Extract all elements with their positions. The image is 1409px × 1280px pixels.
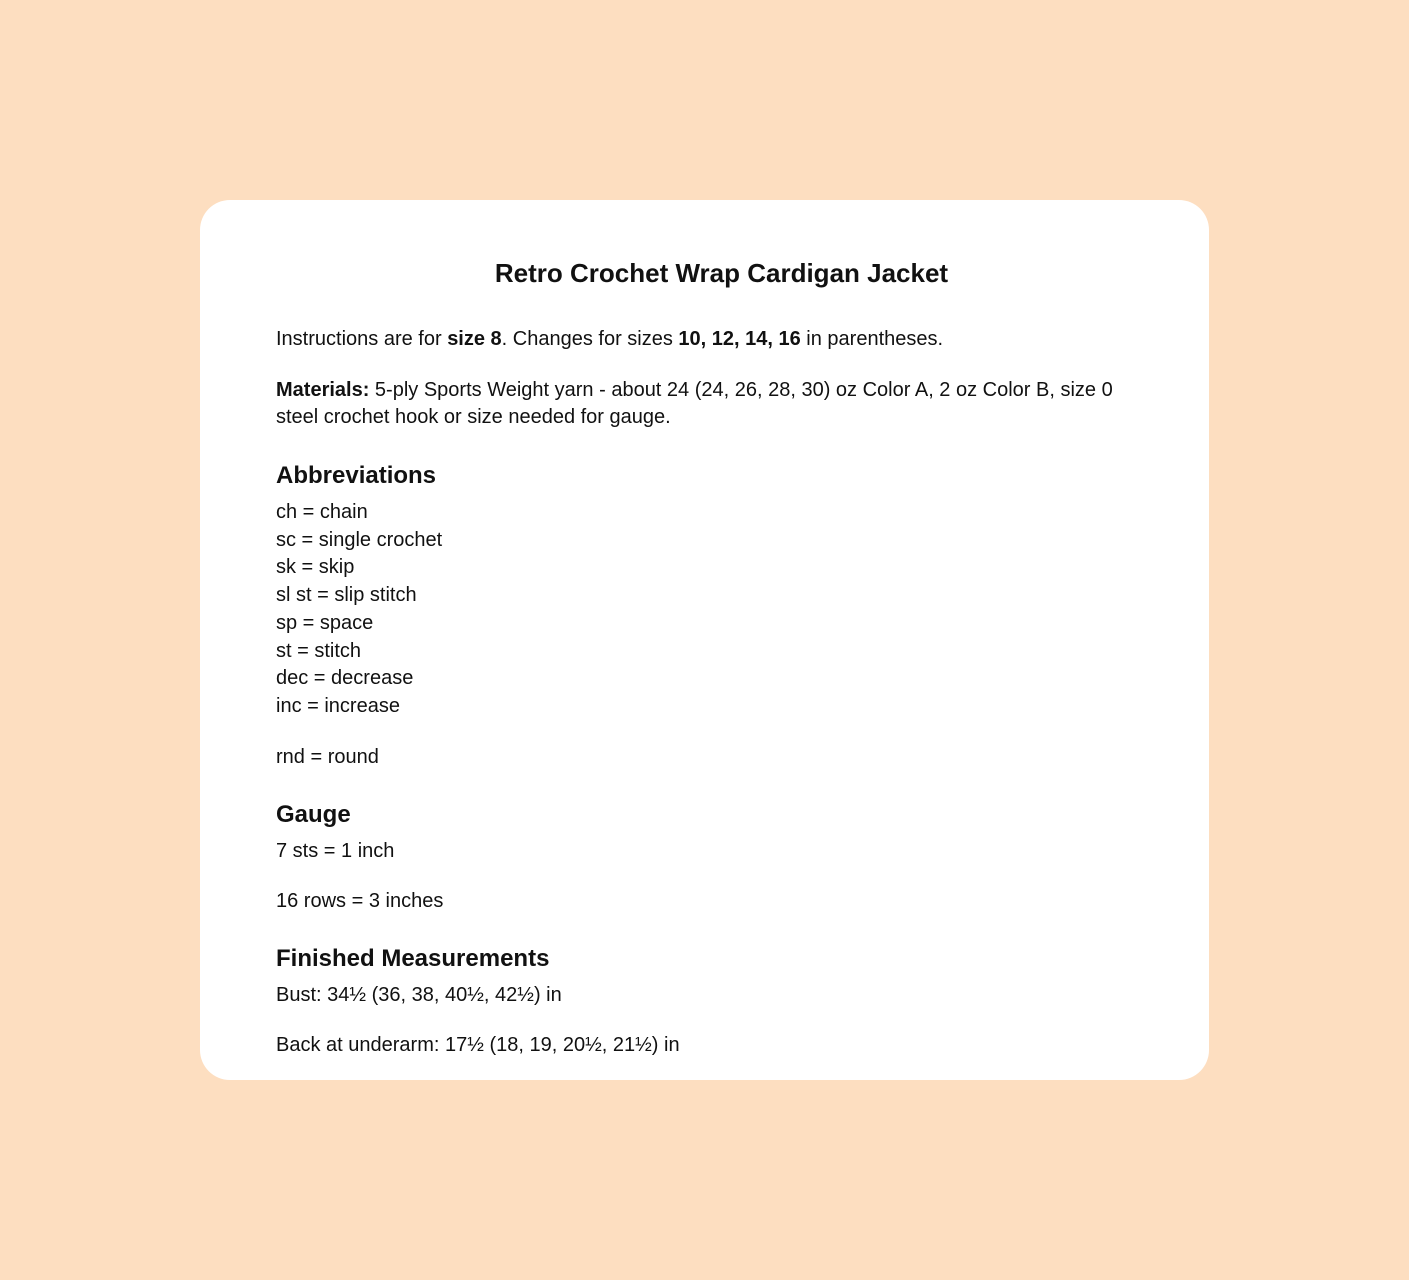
abbreviation-item: dec = decrease (276, 667, 414, 690)
abbreviation-item: st = stitch (276, 639, 362, 662)
abbreviations-list (276, 499, 1153, 721)
intro-text: Instructions are for (276, 328, 448, 350)
alternate-sizes: 10, 12, 14, 16 (678, 328, 801, 350)
materials-text: 5-ply Sports Weight yarn - about 24 (24, 26, 28, 30) oz Color A, 2 oz Color B, size 0 steel crochet hook or size needed for gauge. (276, 379, 1113, 428)
bust-measurement: Bust: 34½ (36, 38, 40½, 42½) in (276, 983, 562, 1006)
gauge-rows: 16 rows = 3 inches (276, 889, 444, 912)
page-title: Retro Crochet Wrap Cardigan Jacket (494, 258, 949, 288)
abbreviation-item-round: rnd = round (276, 745, 379, 768)
finished-measurements-heading: Finished Measurements (276, 944, 550, 972)
abbreviation-item: ch = chain (276, 501, 368, 523)
abbreviation-item: sc = single crochet (276, 528, 443, 551)
back-measurement: Back at underarm: 17½ (18, 19, 20½, 21½) in (276, 1033, 680, 1056)
abbreviation-item: sk = skip (276, 556, 355, 579)
gauge-stitches: 7 sts = 1 inch (276, 839, 395, 862)
abbreviation-item: sl st = slip stitch (276, 584, 417, 607)
abbreviations-heading: Abbreviations (276, 462, 437, 489)
materials-paragraph (276, 377, 1153, 431)
size-instructions (276, 326, 1153, 353)
gauge-heading: Gauge (276, 800, 351, 828)
intro-text: . Changes for sizes (501, 328, 679, 350)
materials-label: Materials: (276, 379, 370, 401)
base-size: size 8 (447, 328, 502, 350)
pattern-card (200, 200, 1209, 1080)
abbreviation-item: inc = increase (276, 694, 400, 717)
abbreviation-item: sp = space (276, 611, 374, 634)
intro-text: in parentheses. (800, 328, 944, 350)
